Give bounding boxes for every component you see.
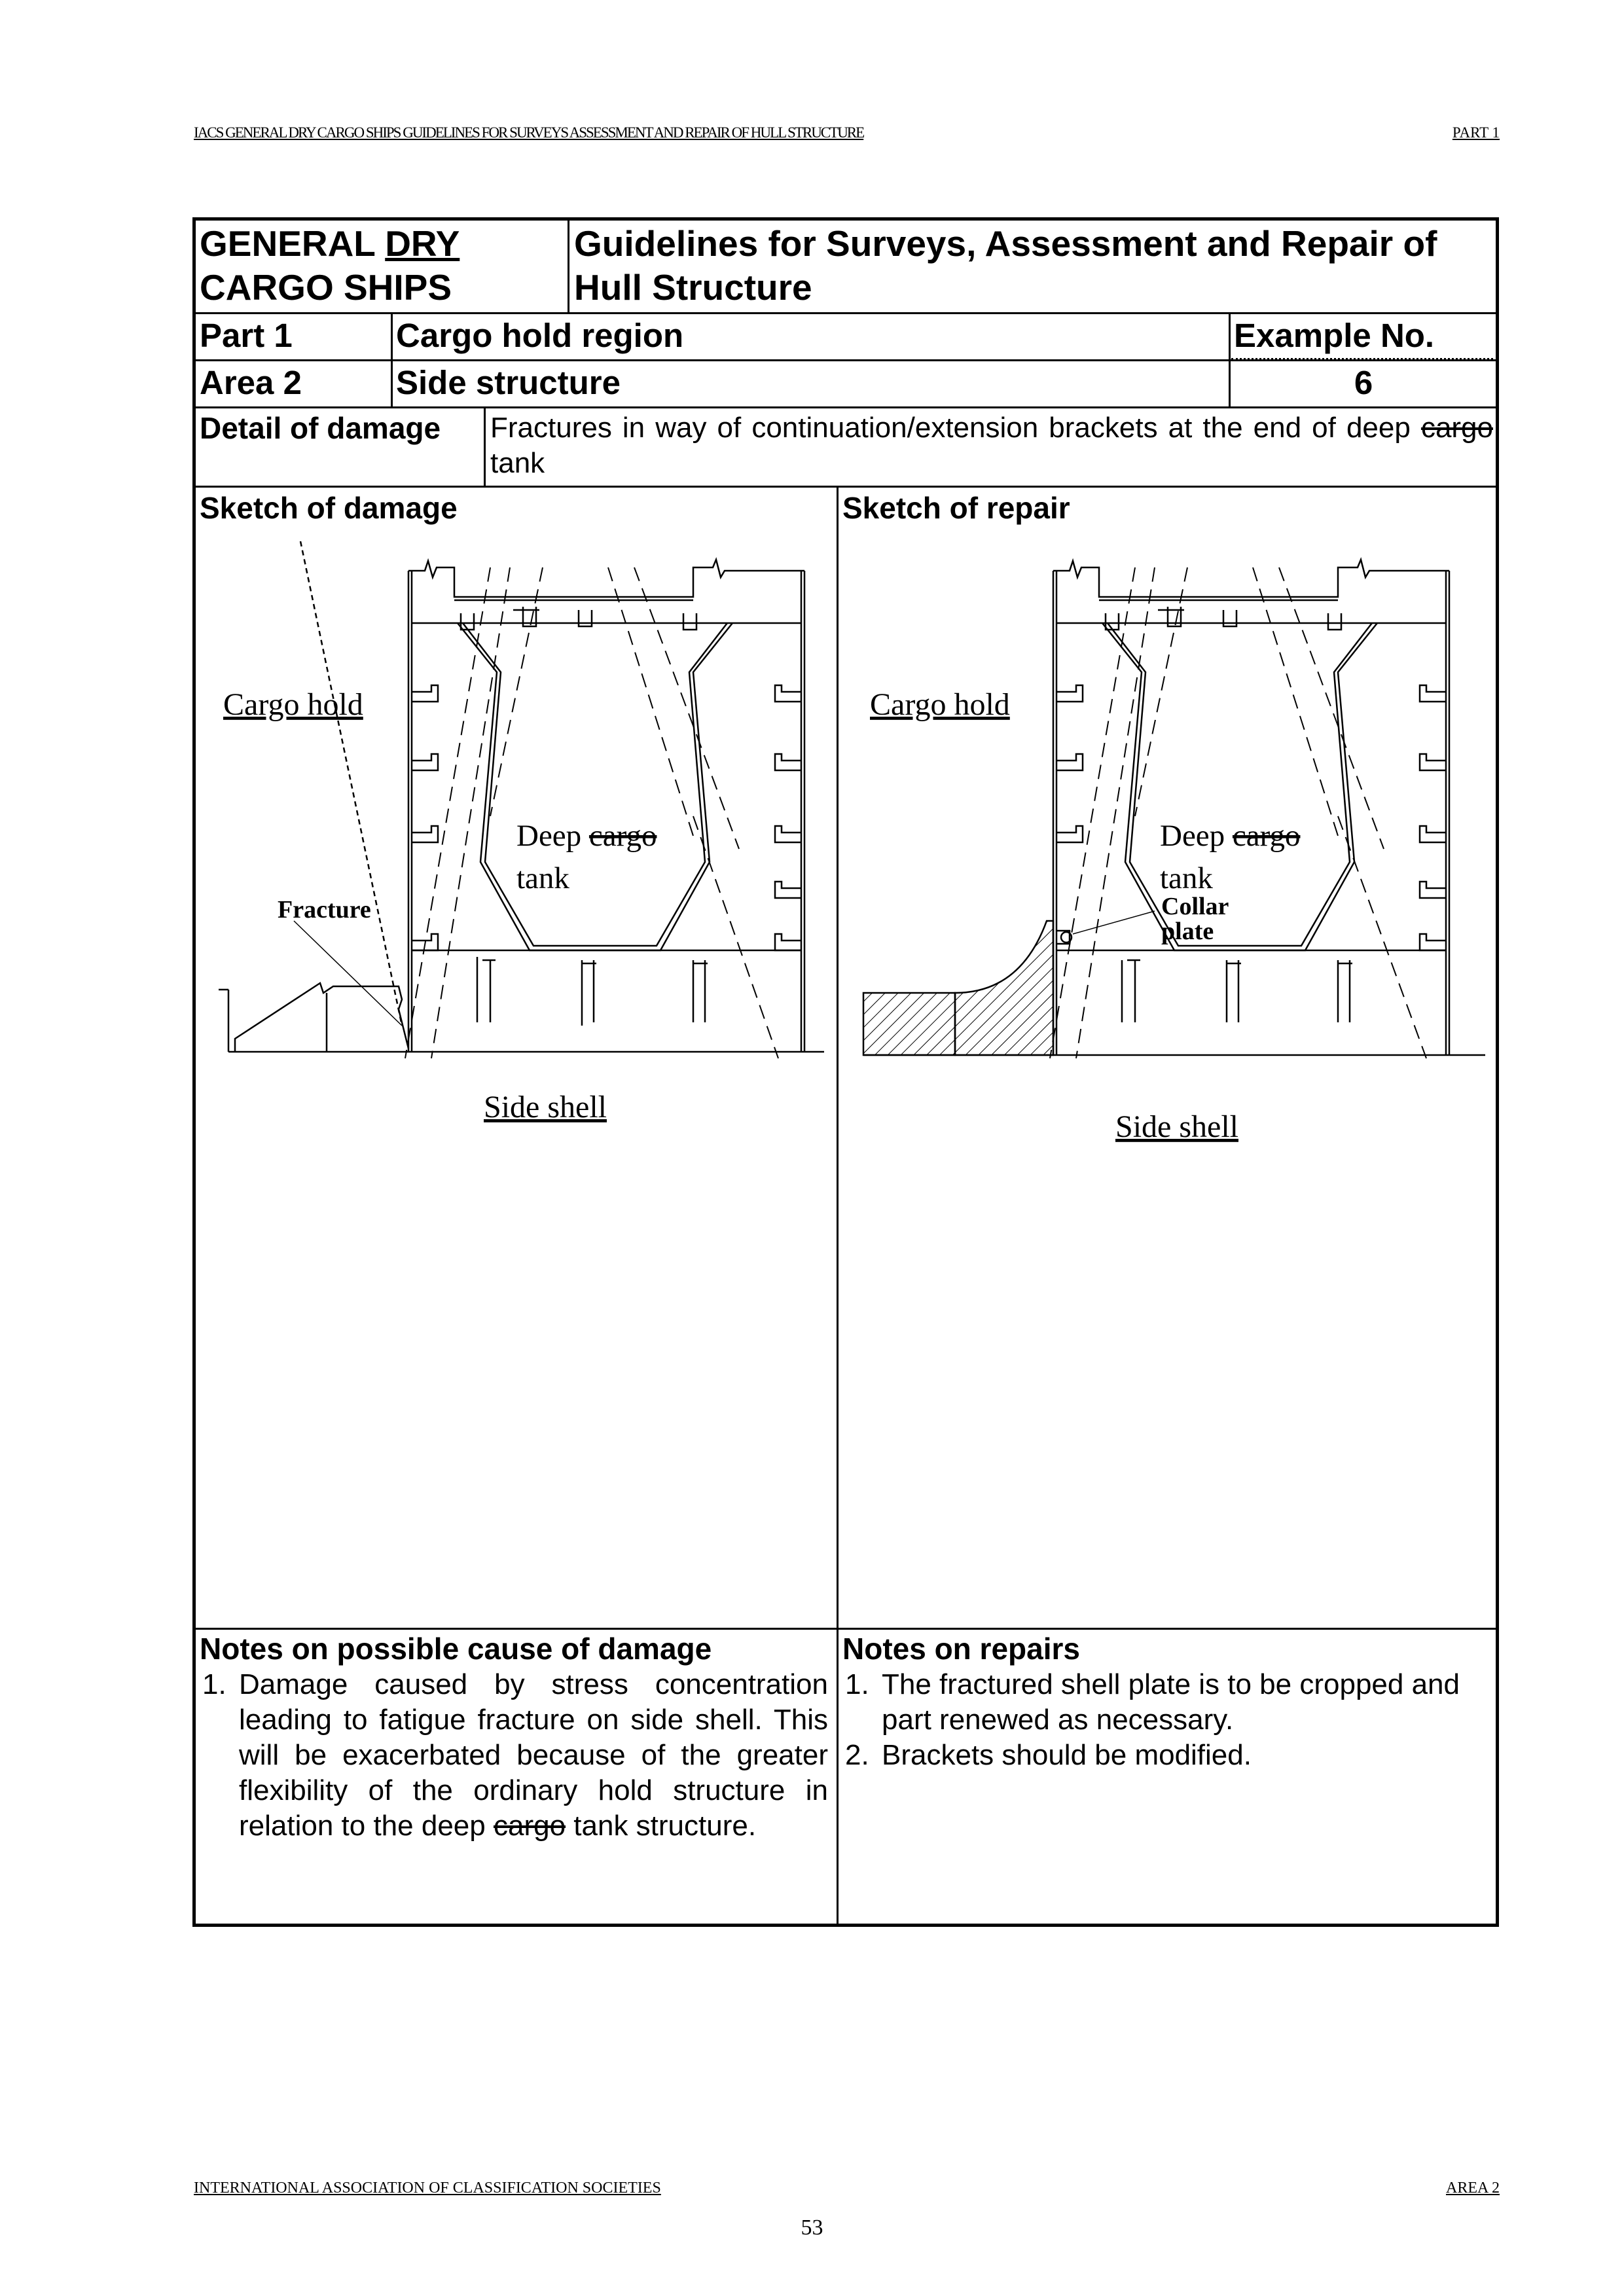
repair-side-shell-label: Side shell xyxy=(1115,1109,1238,1144)
list-item: 1. The fractured shell plate is to be cropped and part renewed as necessary. xyxy=(845,1668,1460,1736)
sketch-damage-heading: Sketch of damage xyxy=(200,491,458,525)
row-divider xyxy=(196,486,1496,488)
repair-cargo-hold-label: Cargo hold xyxy=(870,687,1010,722)
fracture-label: Fracture xyxy=(278,896,371,924)
part-value: Cargo hold region xyxy=(396,317,684,354)
detail-text: Fractures in way of continuation/extension brackets at the end of deep cargo tank xyxy=(490,412,1494,479)
repair-sketch xyxy=(857,541,1485,1150)
area-value: Side structure xyxy=(396,364,621,401)
notes-cause-heading: Notes on possible cause of damage xyxy=(200,1632,712,1666)
example-label: Example No. xyxy=(1234,317,1435,354)
notes-repair-list xyxy=(842,1667,1490,1773)
collar-label: Collar xyxy=(1161,893,1229,920)
col-divider xyxy=(1229,312,1231,406)
guideline-title: Guidelines for Surveys, Assessment and Repair of Hull Structure xyxy=(574,223,1437,308)
running-header-title: IACS GENERAL DRY CARGO SHIPS GUIDELINES FOR SURVEYS ASSESSMENT AND REPAIR OF HULL STRUCTURE xyxy=(194,124,864,141)
part-label: Part 1 xyxy=(200,317,293,354)
notes-cause-list xyxy=(200,1667,828,1844)
running-header-part: PART 1 xyxy=(1452,124,1500,141)
damage-tank-label: tank xyxy=(516,861,569,895)
ship-type-title: GENERAL DRY CARGO SHIPS xyxy=(200,223,460,308)
damage-side-shell-label: Side shell xyxy=(484,1090,607,1124)
damage-cargo-hold-label: Cargo hold xyxy=(223,687,363,722)
example-number: 6 xyxy=(1354,364,1373,401)
repair-deep-label: Deep cargo xyxy=(1160,819,1301,853)
sketch-repair-heading: Sketch of repair xyxy=(842,491,1070,525)
footer-organisation: INTERNATIONAL ASSOCIATION OF CLASSIFICATION SOCIETIES xyxy=(194,2179,661,2197)
col-divider xyxy=(837,486,839,1924)
repair-tank-label: tank xyxy=(1160,861,1213,895)
col-divider xyxy=(568,221,569,312)
row-divider xyxy=(196,1628,1496,1630)
example-dotted-line xyxy=(1231,358,1493,360)
col-divider xyxy=(484,406,486,486)
footer-area: AREA 2 xyxy=(1445,2179,1500,2197)
detail-label: Detail of damage xyxy=(200,411,441,445)
page-number: 53 xyxy=(801,2215,823,2240)
plate-label: plate xyxy=(1161,918,1214,945)
list-item: 1. Damage caused by stress concentration leading to fatigue fracture on side shell. This will be exacerbated because of the greater flexibility of the ordinary hold structure in relation to the deep cargo tank structure. xyxy=(202,1668,828,1842)
area-label: Area 2 xyxy=(200,364,302,401)
damage-sketch xyxy=(215,541,824,1130)
notes-repair-heading: Notes on repairs xyxy=(842,1632,1080,1666)
col-divider xyxy=(391,312,393,406)
list-item: 2. Brackets should be modified. xyxy=(845,1739,1252,1771)
damage-deep-label: Deep cargo xyxy=(516,819,657,853)
row-divider xyxy=(196,406,1496,408)
example-sheet xyxy=(192,217,1499,1927)
